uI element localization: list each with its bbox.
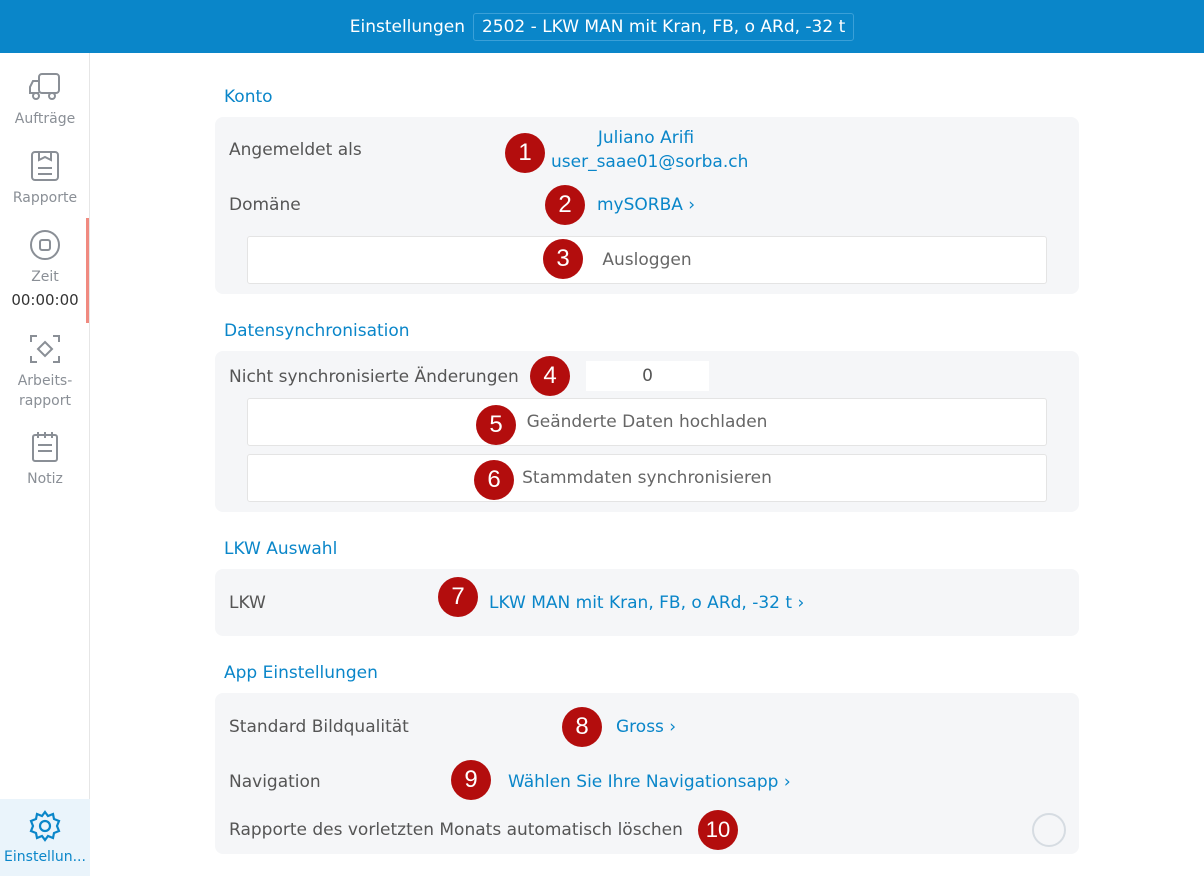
sync-card	[215, 351, 1079, 512]
stop-icon	[28, 229, 62, 261]
user-email: user_saae01@sorba.ch	[551, 152, 749, 172]
app-settings-card	[215, 693, 1079, 854]
notepad-icon	[28, 431, 62, 463]
navigation-app-link[interactable]: Wählen Sie Ihre Navigationsapp ›	[508, 772, 791, 792]
sidebar-item-auftraege[interactable]	[0, 71, 90, 129]
sidebar-item-arbeitsrapport[interactable]	[0, 333, 90, 411]
sidebar-label: Einstellun...	[4, 849, 86, 865]
marker: 7	[438, 577, 478, 617]
image-quality-link[interactable]: Gross ›	[616, 717, 677, 737]
sidebar-label: Rapporte	[12, 190, 78, 206]
marker: 2	[545, 185, 585, 225]
lkw-card	[215, 569, 1079, 636]
sidebar-label: Arbeits-	[17, 373, 73, 389]
marker: 3	[543, 239, 583, 279]
section-title-sync: Datensynchronisation	[224, 321, 410, 341]
sidebar	[0, 53, 90, 876]
navigation-label: Navigation	[229, 772, 321, 792]
konto-card	[215, 117, 1079, 294]
sidebar-label: Notiz	[27, 471, 63, 487]
marker: 1	[505, 133, 545, 173]
sync-master-data-button[interactable]: Stammdaten synchronisieren	[247, 454, 1047, 502]
marker: 5	[476, 405, 516, 445]
sidebar-label: rapport	[19, 393, 71, 409]
unsynced-label: Nicht synchronisierte Änderungen	[229, 367, 519, 387]
sidebar-item-zeit[interactable]	[0, 229, 90, 309]
sidebar-label: Aufträge	[14, 111, 76, 127]
truck-icon	[28, 71, 62, 103]
user-name: Juliano Arifi	[597, 128, 695, 148]
domain-link[interactable]: mySORBA ›	[597, 195, 696, 215]
marker: 4	[530, 356, 570, 396]
logged-in-label: Angemeldet als	[229, 140, 362, 160]
sidebar-item-notiz[interactable]	[0, 431, 90, 489]
section-title-app: App Einstellungen	[224, 663, 378, 683]
gear-icon	[28, 809, 62, 843]
unsynced-count: 0	[586, 361, 709, 391]
sidebar-item-rapporte[interactable]	[0, 150, 90, 208]
marker: 10	[698, 810, 738, 850]
autodelete-label: Rapporte des vorletzten Monats automatisch löschen	[229, 820, 683, 840]
section-title-lkw: LKW Auswahl	[224, 539, 338, 559]
top-bar	[0, 0, 1204, 53]
sidebar-label: Zeit	[31, 269, 59, 285]
image-quality-label: Standard Bildqualität	[229, 717, 409, 737]
marker: 6	[474, 460, 514, 500]
timer-value: 00:00:00	[11, 291, 79, 309]
section-title-konto: Konto	[224, 87, 273, 107]
lkw-select-link[interactable]: LKW MAN mit Kran, FB, o ARd, -32 t ›	[489, 593, 805, 613]
clipboard-icon	[28, 150, 62, 182]
logout-button[interactable]: Ausloggen	[247, 236, 1047, 284]
sidebar-item-einstellungen[interactable]	[0, 799, 90, 876]
page-title: Einstellungen	[349, 16, 465, 37]
marker: 8	[562, 707, 602, 747]
scan-icon	[28, 333, 62, 365]
upload-changes-button[interactable]: Geänderte Daten hochladen	[247, 398, 1047, 446]
active-timer-indicator	[86, 218, 89, 323]
lkw-label: LKW	[229, 593, 266, 613]
selected-truck-badge[interactable]: 2502 - LKW MAN mit Kran, FB, o ARd, -32 t	[473, 13, 854, 41]
domain-label: Domäne	[229, 195, 301, 215]
autodelete-toggle[interactable]	[1032, 813, 1066, 847]
marker: 9	[451, 760, 491, 800]
